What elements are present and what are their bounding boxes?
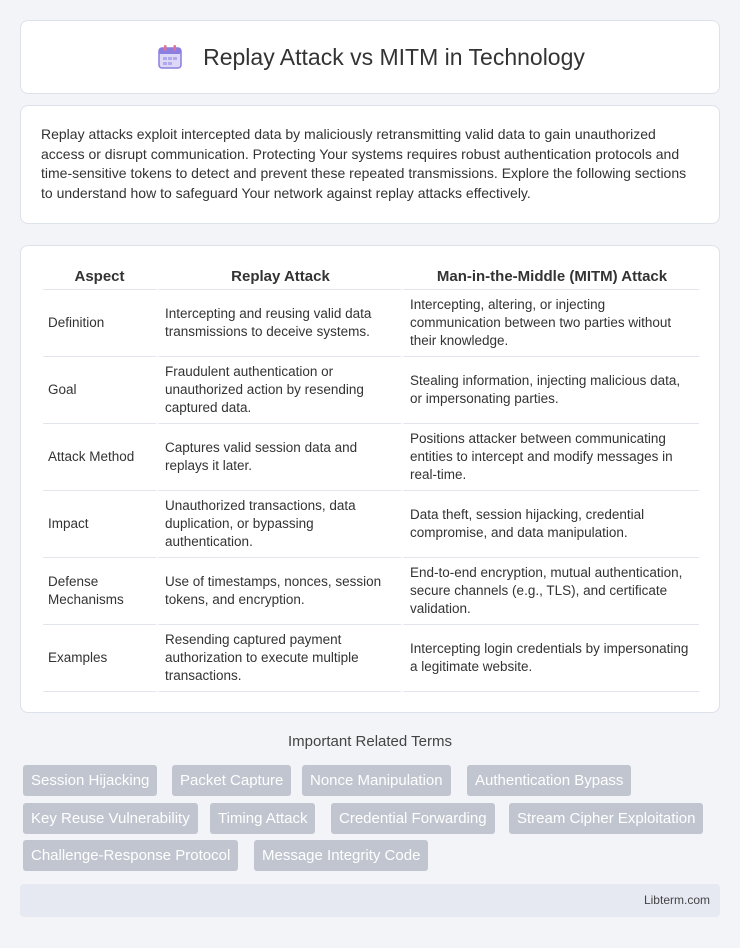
header-aspect: Aspect	[43, 264, 156, 290]
cell-mitm: Data theft, session hijacking, credential compromise, and data manipulation.	[401, 491, 699, 558]
table-row	[43, 491, 699, 558]
cell-aspect: Attack Method	[43, 424, 156, 491]
table-row	[43, 558, 699, 625]
comparison-table	[43, 264, 699, 692]
cell-aspect: Definition	[43, 290, 156, 357]
cell-aspect: Examples	[43, 625, 156, 692]
table-row	[43, 357, 699, 424]
tag-stream-cipher-exploitation[interactable]: Stream Cipher Exploitation	[509, 803, 703, 834]
comparison-card	[20, 245, 720, 713]
tag-key-reuse-vulnerability[interactable]: Key Reuse Vulnerability	[23, 803, 198, 834]
cell-replay: Resending captured payment authorization to execute multiple transactions.	[156, 625, 401, 692]
tag-authentication-bypass[interactable]: Authentication Bypass	[467, 765, 631, 796]
cell-mitm: End-to-end encryption, mutual authentication, secure channels (e.g., TLS), and certificate validation.	[401, 558, 699, 625]
header-card	[20, 20, 720, 94]
related-terms-title: Important Related Terms	[288, 733, 452, 750]
tag-packet-capture[interactable]: Packet Capture	[172, 765, 291, 796]
footer	[20, 884, 720, 917]
calendar-icon	[155, 42, 185, 72]
cell-mitm: Positions attacker between communicating entities to intercept and modify messages in real-time.	[401, 424, 699, 491]
cell-mitm: Intercepting login credentials by impersonating a legitimate website.	[401, 625, 699, 692]
cell-mitm: Intercepting, altering, or injecting communication between two parties without their knowledge.	[401, 290, 699, 357]
page-title: Replay Attack vs MITM in Technology	[203, 43, 585, 70]
cell-aspect: Goal	[43, 357, 156, 424]
intro-card	[20, 105, 720, 224]
tag-credential-forwarding[interactable]: Credential Forwarding	[331, 803, 495, 834]
footer-site-link[interactable]: Libterm.com	[643, 893, 710, 907]
cell-replay: Fraudulent authentication or unauthorized action by resending captured data.	[156, 357, 401, 424]
cell-aspect: Defense Mechanisms	[43, 558, 156, 625]
intro-text: Replay attacks exploit intercepted data by maliciously retransmitting valid data to gain unauthorized access or disrupt communication. Protecting Your systems requires robust authentication protocols and time-sensitive tokens to detect and prevent these repeated transmissions. Explore the following sections to understand how to safeguard Your network against replay attacks effectively.	[41, 126, 687, 201]
table-row	[43, 290, 699, 357]
header-replay: Replay Attack	[156, 264, 401, 290]
tag-challenge-response-protocol[interactable]: Challenge-Response Protocol	[23, 840, 238, 871]
cell-replay: Intercepting and reusing valid data transmissions to deceive systems.	[156, 290, 401, 357]
table-row	[43, 625, 699, 692]
table-header-row	[43, 264, 699, 290]
cell-mitm: Stealing information, injecting malicious data, or impersonating parties.	[401, 357, 699, 424]
cell-replay: Unauthorized transactions, data duplication, or bypassing authentication.	[156, 491, 401, 558]
tag-timing-attack[interactable]: Timing Attack	[210, 803, 315, 834]
header-mitm: Man-in-the-Middle (MITM) Attack	[401, 264, 699, 290]
cell-replay: Use of timestamps, nonces, session tokens, and encryption.	[156, 558, 401, 625]
cell-aspect: Impact	[43, 491, 156, 558]
cell-replay: Captures valid session data and replays it later.	[156, 424, 401, 491]
table-row	[43, 424, 699, 491]
tag-nonce-manipulation[interactable]: Nonce Manipulation	[302, 765, 451, 796]
tag-session-hijacking[interactable]: Session Hijacking	[23, 765, 157, 796]
tag-message-integrity-code[interactable]: Message Integrity Code	[254, 840, 428, 871]
